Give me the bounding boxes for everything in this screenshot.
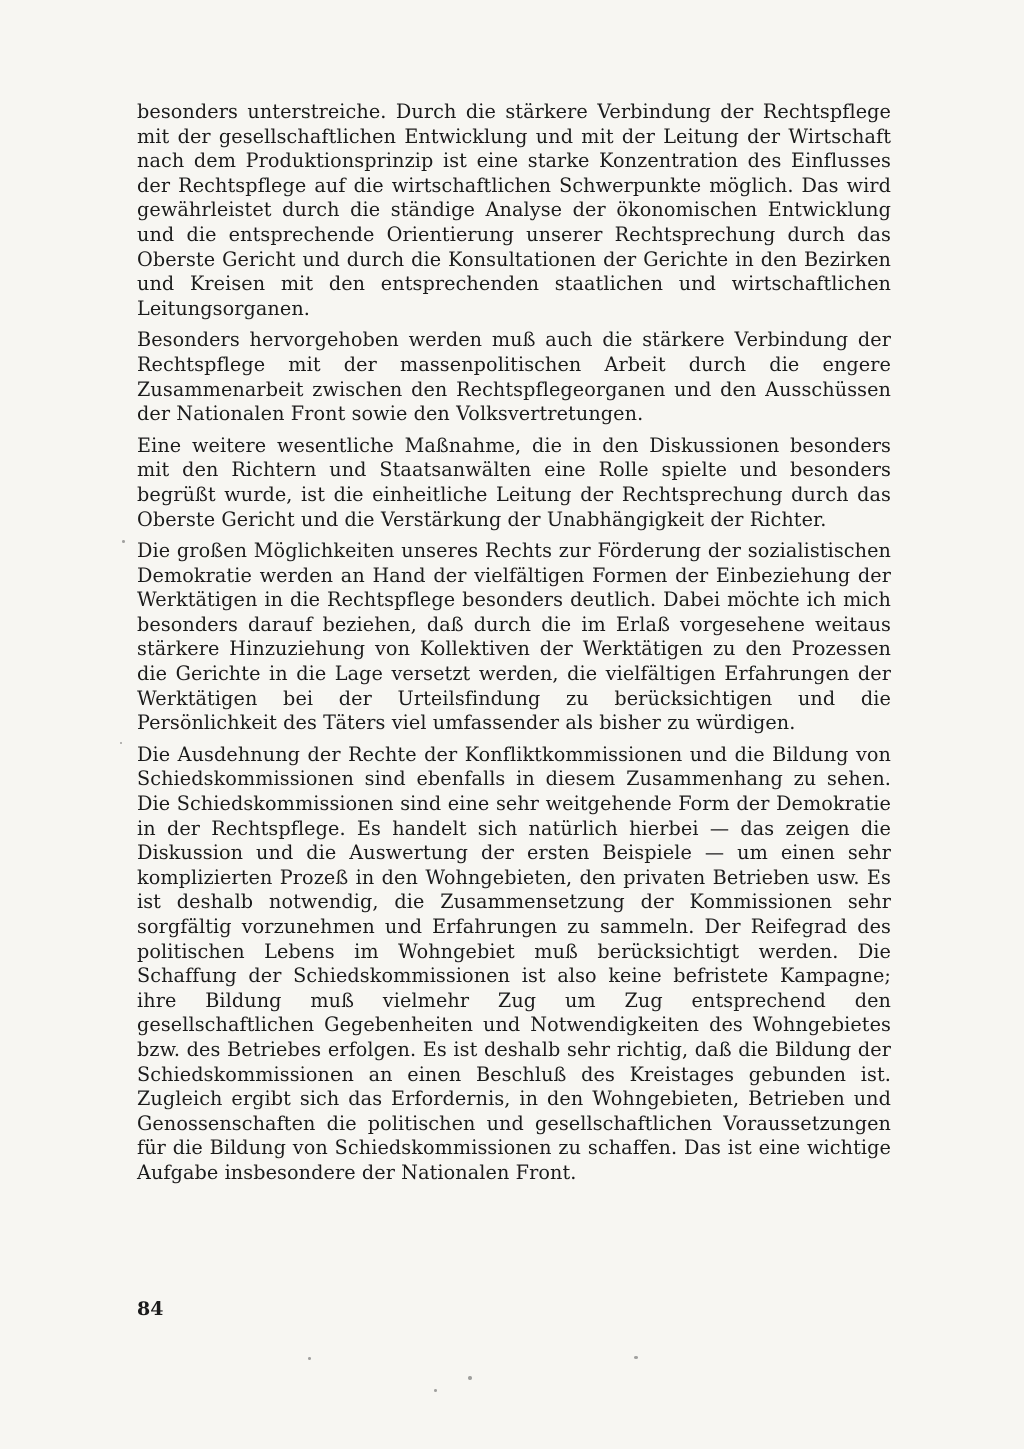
paragraph-1: besonders unterstreiche. Durch die stärkere Verbindung der Rechtspflege mit der gesellschaftlichen Entwicklung und mit der Leitung der Wirtschaft nach dem Produktionsprinzip ist eine starke Konzentration des Einflusses der Rechtspflege auf die wirtschaftlichen Schwerpunkte möglich. Das wird gewährleistet durch die ständige Analyse der ökonomischen Entwicklung und die entsprechende Orientierung unserer Rechtsprechung durch das Oberste Gericht und durch die Konsultationen der Gerichte in den Bezirken und Kreisen mit den entsprechenden staatlichen und wirtschaftlichen Leitungsorganen. — [137, 100, 891, 320]
paragraph-3: Eine weitere wesentliche Maßnahme, die in den Diskussionen besonders mit den Richtern und Staatsanwälten eine Rolle spielte und besonders begrüßt wurde, ist die einheitliche Leitung der Rechtsprechung durch das Oberste Gericht und die Verstärkung der Unabhängigkeit der Richter. — [137, 433, 891, 531]
paragraph-4: Die großen Möglichkeiten unseres Rechts zur Förderung der sozialistischen Demokratie werden an Hand der vielfältigen Formen der Einbeziehung der Werktätigen in die Rechtspflege besonders deutlich. Dabei möchte ich mich besonders darauf beziehen, daß durch die im Erlaß vorgesehene weitaus stärkere Hinzuziehung von Kollektiven der Werktätigen zu den Prozessen die Gerichte in die Lage versetzt werden, die vielfältigen Erfahrungen der Werktätigen bei der Urteilsfindung zu berücksichtigen und die Persönlichkeit des Täters viel umfassender als bisher zu würdigen. — [137, 539, 891, 735]
paragraph-2: Besonders hervorgehoben werden muß auch die stärkere Verbindung der Rechtspflege mit der massenpolitischen Arbeit durch die engere Zusammenarbeit zwischen den Rechtspflegeorganen und den Ausschüssen der Nationalen Front sowie den Volksvertretungen. — [137, 328, 891, 426]
paragraph-5: Die Ausdehnung der Rechte der Konfliktkommissionen und die Bildung von Schiedskommissionen sind ebenfalls in diesem Zusammenhang zu sehen. Die Schiedskommissionen sind eine sehr weitgehende Form der Demokratie in der Rechtspflege. Es handelt sich natürlich hierbei — das zeigen die Diskussion und die Auswertung der ersten Beispiele — um einen sehr komplizierten Prozeß in den Wohngebieten, den privaten Betrieben usw. Es ist deshalb notwendig, die Zusammensetzung der Kommissionen sehr sorgfältig vorzunehmen und Erfahrungen zu sammeln. Der Reifegrad des politischen Lebens im Wohngebiet muß berücksichtigt werden. Die Schaffung der Schiedskommissionen ist also keine befristete Kampagne; ihre Bildung muß vielmehr Zug um Zug entsprechend den gesellschaftlichen Gegebenheiten und Notwendigkeiten des Wohngebietes bzw. des Betriebes erfolgen. Es ist deshalb sehr richtig, daß die Bildung der Schiedskommissionen an einen Beschluß des Kreistages gebunden ist. Zugleich ergibt sich das Erfordernis, in den Wohngebieten, Betrieben und Genossenschaften die politischen und gesellschaftlichen Voraussetzungen für die Bildung von Schiedskommissionen zu schaffen. Das ist eine wichtige Aufgabe insbesondere der Nationalen Front. — [137, 742, 891, 1184]
scan-speck — [468, 1376, 472, 1380]
scan-speck — [120, 742, 122, 744]
scan-speck — [434, 1389, 437, 1392]
scan-speck — [122, 540, 125, 543]
page-body — [137, 100, 891, 1186]
page-number: 84 — [137, 1298, 164, 1320]
scan-speck — [308, 1357, 311, 1360]
scan-speck — [634, 1356, 638, 1359]
